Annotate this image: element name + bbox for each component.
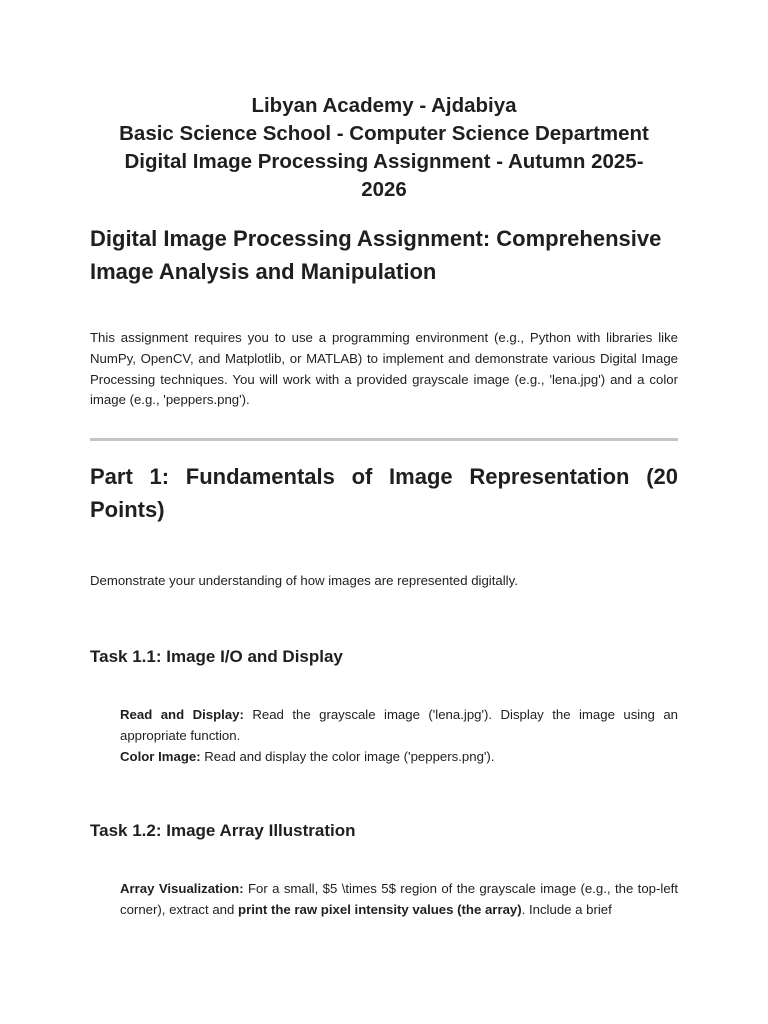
item-text: Read the grayscale image ('lena.jpg'). Display the image using an appropriate function. bbox=[120, 707, 679, 743]
task-1-1-heading: Task 1.1: Image I/O and Display bbox=[90, 647, 343, 666]
item-text: . Include a brief bbox=[521, 901, 612, 917]
document-header bbox=[90, 92, 678, 204]
part-1-heading: Part 1: Fundamentals of Image Representation (20 Points) bbox=[90, 464, 678, 522]
item-label: Read and Display: bbox=[120, 707, 244, 722]
task-1-1-body bbox=[120, 705, 678, 767]
task-1-1-item-color-image bbox=[120, 747, 678, 768]
item-text: For a small, $5 \times 5$ region of the grayscale image (e.g., the top-left corner), extract and bbox=[120, 881, 678, 917]
section-divider bbox=[90, 438, 678, 441]
header-course: Digital Image Processing Assignment - Autumn 2025- bbox=[124, 150, 644, 173]
header-year: 2026 bbox=[361, 178, 407, 201]
item-label: Color Image: bbox=[120, 748, 201, 764]
intro-paragraph: This assignment requires you to use a programming environment (e.g., Python with libraries like NumPy, OpenCV, and Matplotlib, or MATLAB) to implement and demonstrate various Digital Image Processing techniques. You will work with a provided grayscale image (e.g., 'lena.jpg') and a color image (e.g., 'peppers.png'). bbox=[90, 330, 678, 408]
header-institution: Libyan Academy - Ajdabiya bbox=[251, 94, 517, 117]
task-1-1-item-read-display bbox=[120, 705, 678, 747]
part-1-description: Demonstrate your understanding of how images are represented digitally. bbox=[90, 573, 518, 588]
task-1-2-body bbox=[120, 879, 678, 921]
header-department: Basic Science School - Computer Science Department bbox=[119, 122, 649, 145]
document-title: Digital Image Processing Assignment: Comprehensive Image Analysis and Manipulation bbox=[90, 226, 662, 284]
item-label: Array Visualization: bbox=[120, 881, 244, 896]
task-1-2-heading: Task 1.2: Image Array Illustration bbox=[90, 821, 356, 840]
item-text: Read and display the color image ('peppers.png'). bbox=[200, 748, 495, 764]
item-emphasis: print the raw pixel intensity values (the array) bbox=[238, 901, 522, 917]
task-1-2-item-array-visualization bbox=[120, 879, 678, 921]
